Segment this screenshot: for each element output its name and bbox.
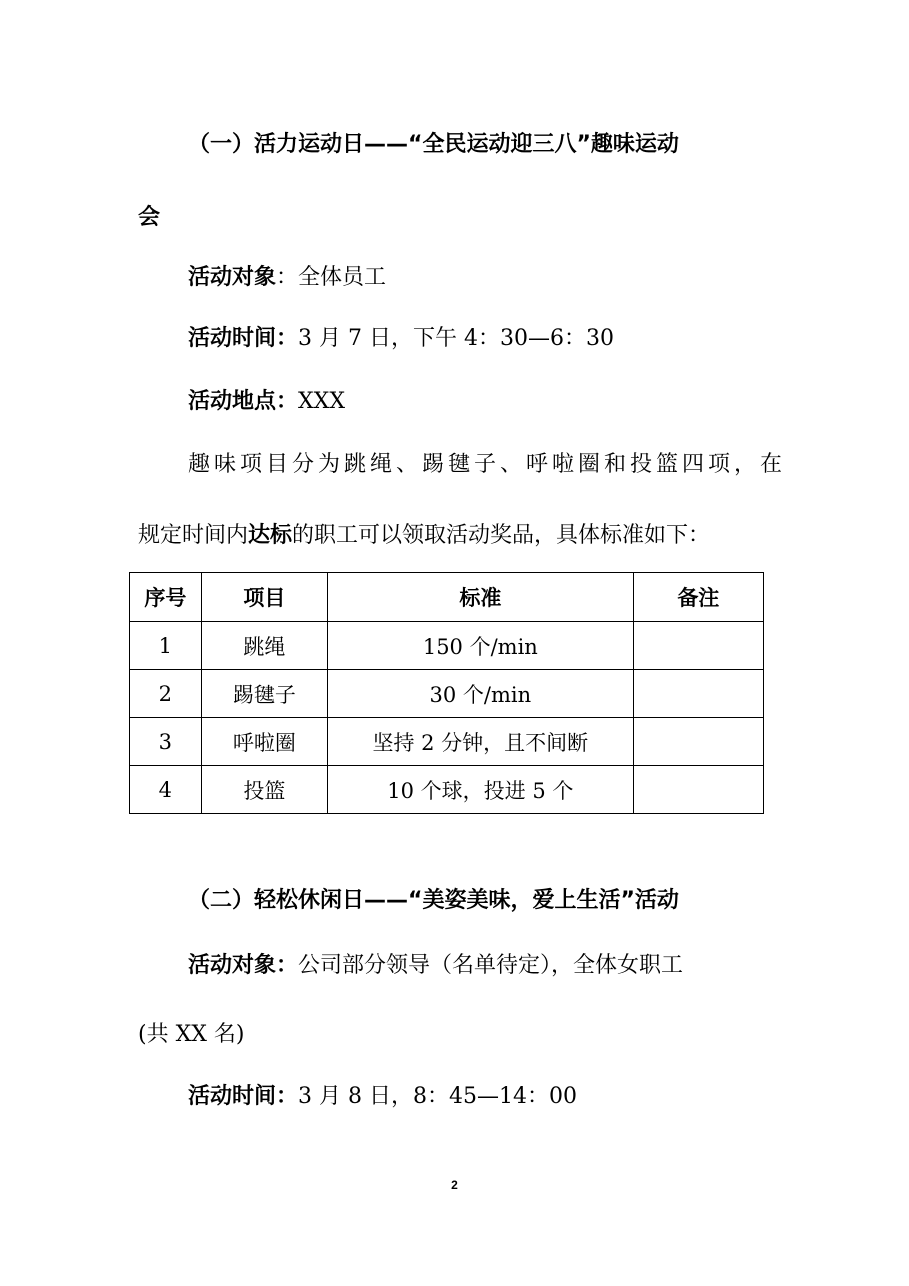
cell-remark (633, 622, 763, 670)
cell-index: 2 (130, 670, 202, 718)
section1-title-line2: 会 (138, 205, 161, 230)
desc-post: 的职工可以领取活动奖品，具体标准如下： (292, 523, 711, 548)
time-value: 3 月 7 日，下午 4：30—6：30 (298, 326, 614, 351)
target-label: 活动对象： (188, 953, 299, 978)
table-row (130, 670, 764, 718)
table-row (130, 766, 764, 814)
place-label: 活动地点： (188, 389, 299, 414)
table-row (130, 622, 764, 670)
section1-target (188, 262, 778, 294)
section2-target-line2: (共 XX 名) (138, 1022, 245, 1047)
time-value: 3 月 8 日，8：45—14：00 (298, 1084, 577, 1109)
desc-bold-standard: 达标 (248, 523, 293, 548)
table-header-row (130, 573, 764, 622)
target-label: 活动对象 (188, 265, 277, 290)
cell-standard: 10 个球，投进 5 个 (328, 766, 634, 814)
header-index: 序号 (130, 573, 202, 622)
cell-remark (633, 718, 763, 766)
cell-item: 投篮 (201, 766, 327, 814)
header-standard: 标准 (328, 573, 634, 622)
section1-desc-line1: 趣味项目分为跳绳、踢毽子、呼啦圈和投篮四项，在 (188, 452, 787, 477)
cell-standard: 坚持 2 分钟，且不间断 (328, 718, 634, 766)
cell-remark (633, 670, 763, 718)
header-item: 项目 (201, 573, 327, 622)
place-value: XXX (298, 389, 346, 414)
page-number: 2 (451, 1178, 458, 1192)
target-separator: ： (276, 265, 299, 290)
cell-index: 3 (130, 718, 202, 766)
cell-index: 1 (130, 622, 202, 670)
cell-item: 呼啦圈 (201, 718, 327, 766)
time-label: 活动时间： (188, 1084, 299, 1109)
section1-desc-line2 (138, 520, 778, 552)
cell-standard: 30 个/min (328, 670, 634, 718)
standards-table (129, 572, 764, 814)
target-value: 全体员工 (298, 265, 387, 290)
section2-target-line1 (188, 950, 778, 982)
desc-pre: 规定时间内 (138, 523, 249, 548)
section1-title-line1: （一）活力运动日——“全民运动迎三八”趣味运动 (188, 132, 679, 157)
time-label: 活动时间： (188, 326, 299, 351)
cell-item: 踢毽子 (201, 670, 327, 718)
section2-title: （二）轻松休闲日——“美姿美味，爱上生活”活动 (188, 888, 679, 913)
section2-time (188, 1081, 778, 1113)
cell-remark (633, 766, 763, 814)
cell-standard: 150 个/min (328, 622, 634, 670)
cell-index: 4 (130, 766, 202, 814)
target-value: 公司部分领导（名单待定），全体女职工 (298, 953, 684, 978)
section1-place (188, 386, 778, 418)
header-remark: 备注 (633, 573, 763, 622)
cell-item: 跳绳 (201, 622, 327, 670)
table-row (130, 718, 764, 766)
section1-time (188, 323, 778, 355)
